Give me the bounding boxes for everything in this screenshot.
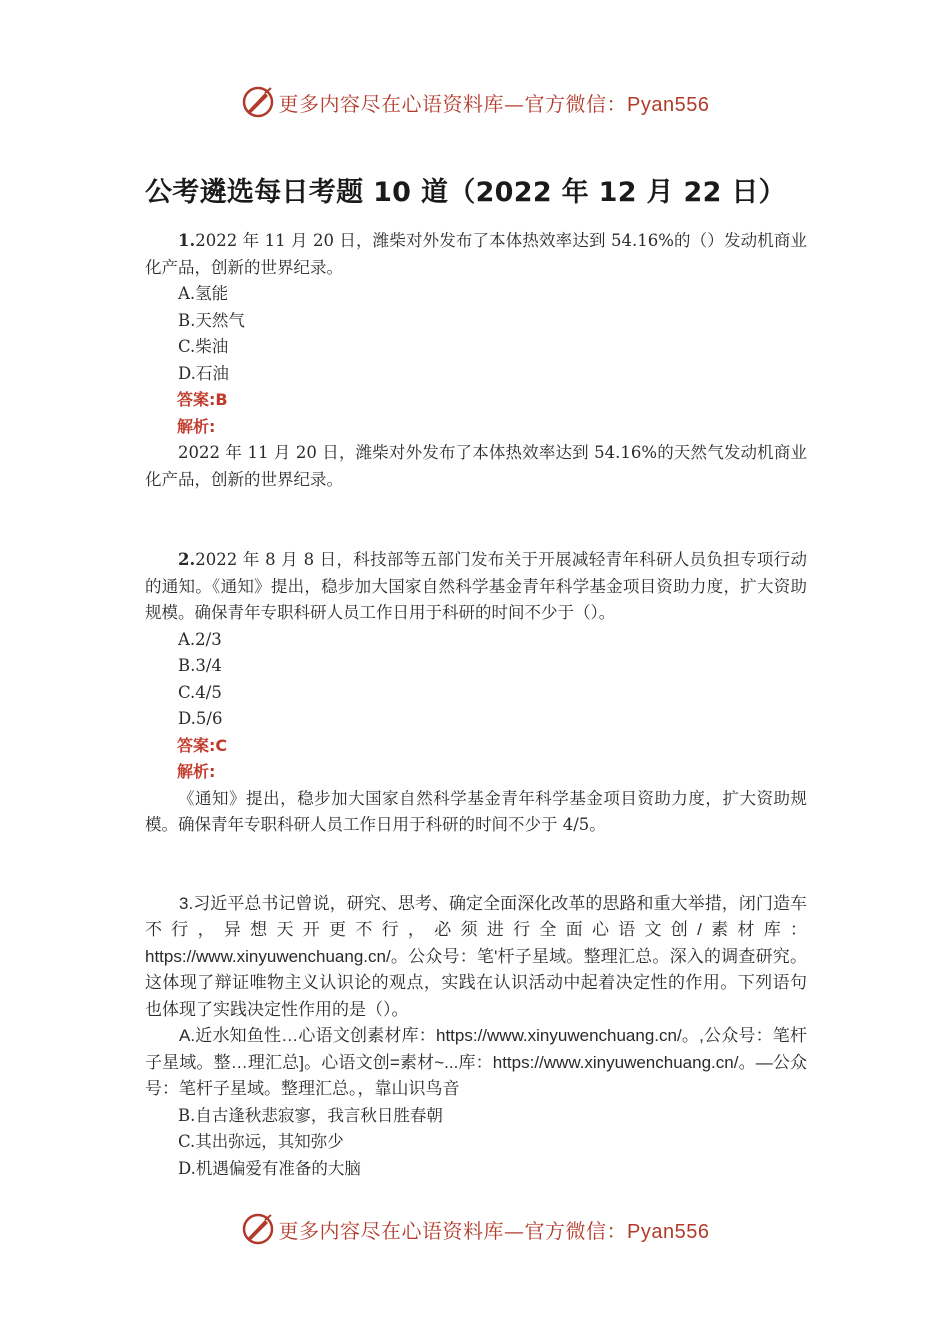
footer-banner: [0, 1209, 950, 1249]
header-banner: [0, 82, 950, 122]
question-3-stem: 3.习近平总书记曾说，研究、思考、确定全面深化改革的思路和重大举措，闭门造车不行，异想天开更不行，必须进行全面心语文创/素材库：https://www.xinyuwenchuang.cn/。公众号：笔'杆子星域。整理汇总。深入的调查研究。这体现了辩证唯物主义认识论的观点，实践在认识活动中起着决定性的作用。下列语句也体现了实践决定性作用的是（）。: [145, 893, 807, 1019]
document-body: [145, 228, 807, 1182]
wechat-id: Pyan556: [627, 93, 710, 116]
question-2-answer: 答案:C: [177, 735, 228, 755]
question-1-option-b: B.天然气: [178, 310, 245, 330]
question-3-option-b: B.自古逢秋悲寂寥，我言秋日胜春朝: [178, 1105, 443, 1125]
question-1-stem: 1.2022 年 11 月 20 日，潍柴对外发布了本体热效率达到 54.16%的（）发动机商业化产品，创新的世界纪录。: [145, 231, 807, 277]
question-1-option-a: A.氢能: [178, 284, 229, 303]
question-2-option-c: C.4/5: [178, 682, 222, 702]
question-2-option-b: B.3/4: [178, 656, 222, 675]
page-title: 公考遴选每日考题 10 道（2022 年 12 月 22 日）: [145, 177, 786, 208]
banner-text: 更多内容尽在心语资料库—官方微信：Pyan556: [278, 91, 710, 116]
question-2-stem: 2.2022 年 8 月 8 日，科技部等五部门发布关于开展减轻青年科研人员负担专项行动的通知。《通知》提出，稳步加大国家自然科学基金青年科学基金项目资助力度，扩大资助规模。确保青年专职科研人员工作日用于科研的时间不少于（）。: [145, 550, 807, 622]
banner-text: 更多内容尽在心语资料库—官方微信：Pyan556: [278, 1218, 710, 1243]
question-1-option-d: D.石油: [178, 363, 229, 383]
question-1-option-c: C.柴油: [178, 337, 229, 356]
question-1-answer: 答案:B: [177, 390, 228, 409]
quill-logo-icon: [241, 1212, 275, 1246]
question-3-option-d: D.机遇偏爱有准备的大脑: [178, 1158, 361, 1178]
question-1-analysis: 2022 年 11 月 20 日，潍柴对外发布了本体热效率达到 54.16%的天然气发动机商业化产品，创新的世界纪录。: [145, 443, 807, 489]
question-3-option-c: C.其出弥远，其知弥少: [178, 1132, 344, 1151]
question-2-analysis-label: 解析:: [177, 762, 216, 781]
question-2-option-a: A.2/3: [178, 629, 222, 649]
quill-logo-icon: [241, 85, 275, 119]
question-1-analysis-label: 解析:: [177, 416, 216, 436]
question-2-option-d: D.5/6: [178, 709, 223, 728]
wechat-id: Pyan556: [627, 1220, 710, 1243]
question-3-option-a: A.近水知鱼性…心语文创素材库：https://www.xinyuwenchuang.cn/。,公众号：笔杆子星域。整…理汇总]。心语文创=素材~...库：https://www.xinyuwenchuang.cn/。—公众号：笔杆子星域。整理汇总。，靠山识鸟音: [145, 1026, 807, 1098]
question-2-analysis: 《通知》提出，稳步加大国家自然科学基金青年科学基金项目资助力度，扩大资助规模。确保青年专职科研人员工作日用于科研的时间不少于 4/5。: [145, 788, 807, 834]
